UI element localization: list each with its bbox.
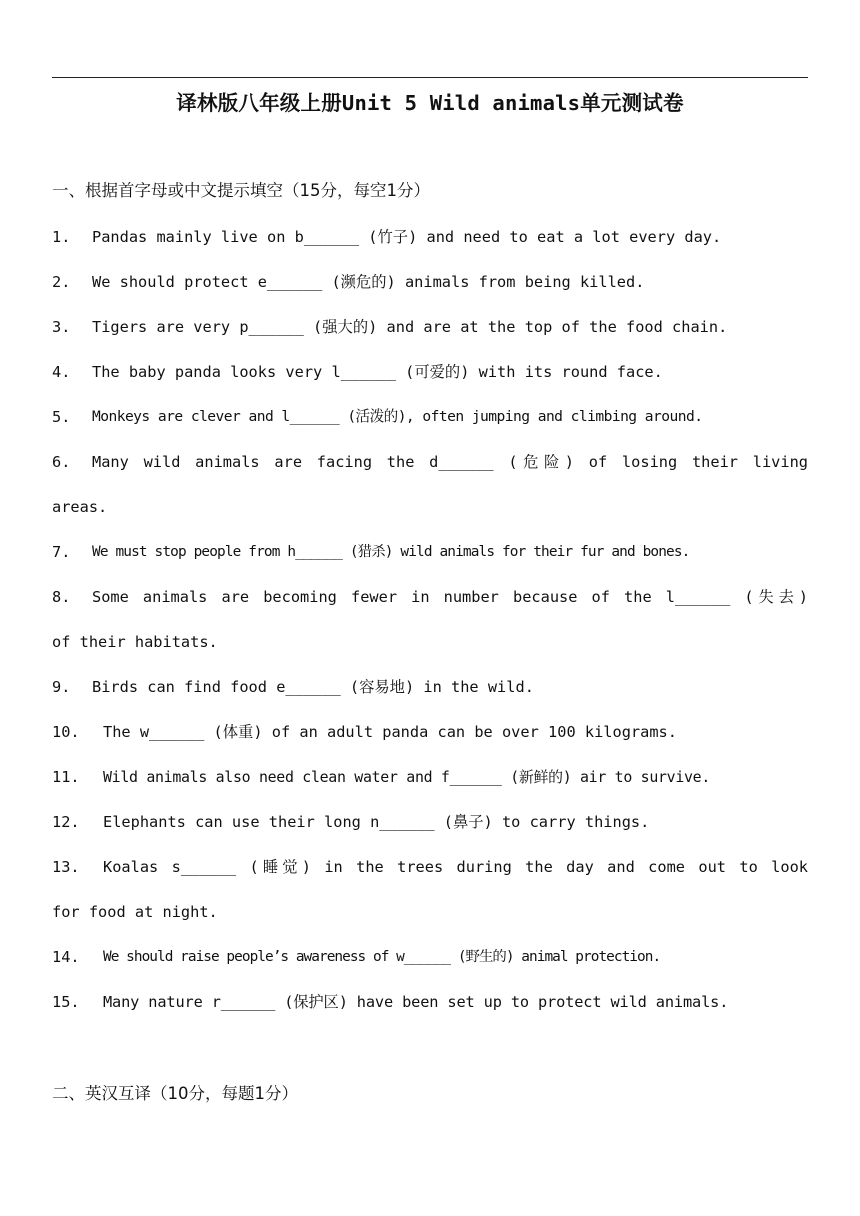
question-number: 3. <box>52 318 71 336</box>
question-text: Pandas mainly live on b______ (竹子) and need to eat a lot every day. <box>92 228 722 246</box>
question-number: 2. <box>52 273 71 291</box>
question-9 <box>52 674 808 700</box>
question-3 <box>52 314 808 340</box>
question-13-continuation: for food at night. <box>52 903 218 921</box>
question-number: 15. <box>52 993 80 1011</box>
question-number: 7. <box>52 543 71 561</box>
question-text: Wild animals also need clean water and f______ (新鲜的) air to survive. <box>103 768 710 786</box>
document-title: 译林版八年级上册Unit 5 Wild animals单元测试卷 <box>176 91 684 115</box>
question-number: 4. <box>52 363 71 381</box>
question-2 <box>52 269 808 295</box>
question-8 <box>52 584 808 610</box>
question-number: 9. <box>52 678 71 696</box>
question-number: 12. <box>52 813 80 831</box>
question-text: Many wild animals are facing the d______ (危险) of losing their living <box>92 453 808 471</box>
question-number: 14. <box>52 948 80 966</box>
question-1 <box>52 224 808 250</box>
question-number: 10. <box>52 723 80 741</box>
question-number: 13. <box>52 858 80 876</box>
question-6-continuation: areas. <box>52 498 108 516</box>
question-text: We must stop people from h______ (猎杀) wild animals for their fur and bones. <box>92 544 690 560</box>
question-4 <box>52 359 808 385</box>
question-12 <box>52 809 808 835</box>
question-text: Many nature r______ (保护区) have been set up to protect wild animals. <box>103 993 729 1011</box>
question-15 <box>52 989 808 1015</box>
question-text: Monkeys are clever and l______ (活泼的), often jumping and climbing around. <box>92 408 703 425</box>
section-heading-fill-in: 一、根据首字母或中文提示填空（15分，每空1分） <box>52 181 430 200</box>
question-number: 6. <box>52 453 71 471</box>
question-13 <box>52 854 808 880</box>
question-number: 11. <box>52 768 80 786</box>
question-6 <box>52 449 808 475</box>
question-text: We should raise people’s awareness of w______ (野生的) animal protection. <box>103 949 661 965</box>
question-number: 8. <box>52 588 71 606</box>
question-text: Birds can find food e______ (容易地) in the wild. <box>92 678 534 696</box>
section-heading-translation: 二、英汉互译（10分，每题1分） <box>52 1084 298 1103</box>
question-number: 1. <box>52 228 71 246</box>
question-14 <box>52 944 808 970</box>
question-7 <box>52 539 808 565</box>
question-text: Koalas s______ (睡觉) in the trees during the day and come out to look <box>103 858 808 876</box>
question-text: The baby panda looks very l______ (可爱的) with its round face. <box>92 363 663 381</box>
question-10 <box>52 719 808 745</box>
question-11 <box>52 764 808 790</box>
question-text: We should protect e______ (濒危的) animals from being killed. <box>92 273 645 291</box>
question-5 <box>52 404 808 430</box>
header-rule <box>52 77 808 78</box>
question-number: 5. <box>52 408 71 426</box>
question-text: The w______ (体重) of an adult panda can be over 100 kilograms. <box>103 723 677 741</box>
question-text: Tigers are very p______ (强大的) and are at the top of the food chain. <box>92 318 728 336</box>
question-text: Some animals are becoming fewer in number because of the l______ (失去) <box>92 588 808 606</box>
question-8-continuation: of their habitats. <box>52 633 218 651</box>
question-text: Elephants can use their long n______ (鼻子) to carry things. <box>103 813 650 831</box>
